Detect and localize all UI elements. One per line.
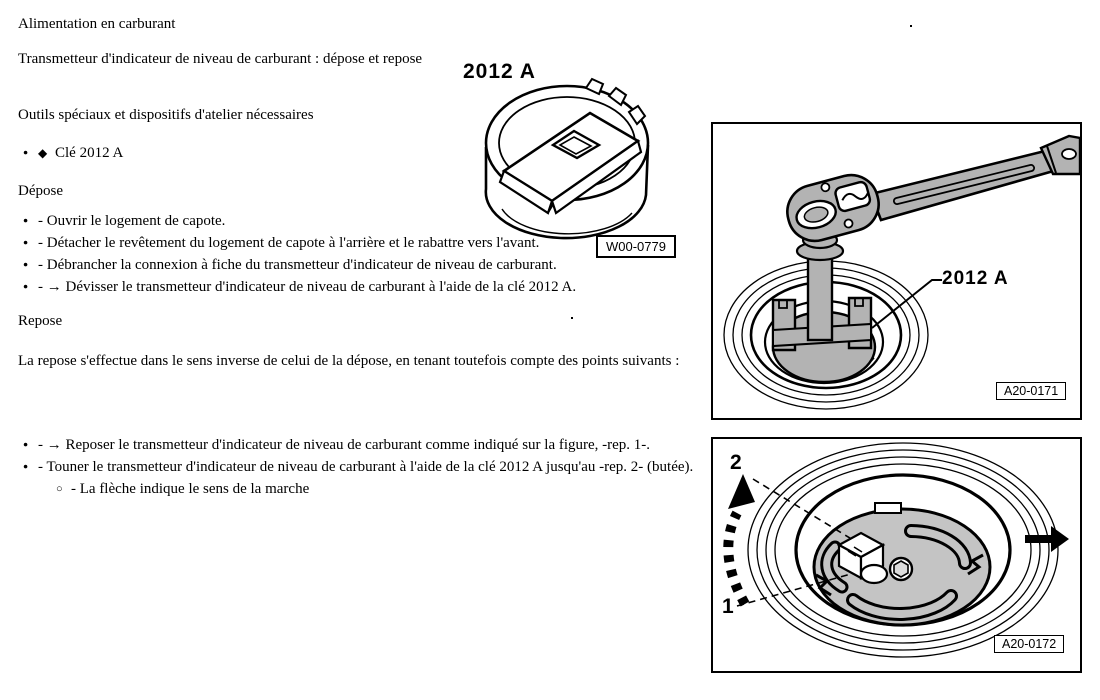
- bullet-icon: ●: [23, 281, 29, 291]
- diamond-icon: ◆: [38, 146, 48, 160]
- bullet-icon: ●: [23, 461, 29, 471]
- bullet-icon: ●: [23, 147, 29, 157]
- list-subitem: [18, 481, 309, 498]
- list-item: [18, 213, 225, 230]
- list-item-label: - Débrancher la connexion à fiche du transmetteur d'indicateur de niveau de carburant.: [38, 257, 557, 273]
- tool-label: 2012 A: [463, 60, 536, 83]
- stray-dot: [571, 317, 573, 319]
- figure-a20-0172: [711, 437, 1082, 673]
- figure-code-box: A20-0171: [996, 382, 1066, 400]
- list-item-label: - → Dévisser le transmetteur d'indicateur de niveau de carburant à l'aide de la clé 2012 A.: [38, 279, 577, 295]
- list-item-label: - → Reposer le transmetteur d'indicateur de niveau de carburant comme indiqué sur la figure, -rep. 1-.: [38, 437, 651, 453]
- bullet-icon: ●: [23, 439, 29, 449]
- stray-dot: [910, 25, 912, 27]
- list-item: [18, 279, 576, 296]
- repose-heading: Repose: [18, 313, 63, 329]
- ratchet-drawing: [713, 124, 1080, 418]
- figure-ref-1: 1: [722, 595, 734, 618]
- tools-heading: Outils spéciaux et dispositifs d'atelier nécessaires: [18, 107, 314, 123]
- bullet-icon: ●: [23, 259, 29, 269]
- list-item-label: Clé 2012 A: [55, 145, 124, 161]
- list-item: [18, 459, 693, 476]
- depose-heading: Dépose: [18, 183, 63, 199]
- bullet-icon: ●: [23, 215, 29, 225]
- section-subtitle: Transmetteur d'indicateur de niveau de carburant : dépose et repose: [18, 51, 423, 67]
- list-item: [18, 437, 650, 454]
- list-item-tool: [18, 145, 123, 162]
- figure-part-label: 2012 A: [942, 268, 1009, 289]
- list-item-label: - Ouvrir le logement de capote.: [38, 213, 226, 229]
- figure-ref-2: 2: [730, 451, 742, 474]
- list-item-label: - La flèche indique le sens de la marche: [71, 481, 310, 497]
- repose-intro: La repose s'effectue dans le sens inverse de celui de la dépose, en tenant toutefois compte des points suivants :: [18, 353, 680, 369]
- bullet-icon: ●: [23, 237, 29, 247]
- figure-tool-2012a: [440, 55, 690, 270]
- figure-a20-0171: [711, 122, 1082, 420]
- list-item-label: - Détacher le revêtement du logement de capote à l'arrière et le rabattre vers l'avant.: [38, 235, 540, 251]
- list-item-label: - Touner le transmetteur d'indicateur de niveau de carburant à l'aide de la clé 2012 A jusqu'au -rep. 2- (butée).: [38, 459, 694, 475]
- page-title: Alimentation en carburant: [18, 16, 176, 32]
- figure-code-box: W00-0779: [596, 235, 676, 258]
- circle-bullet-icon: ○: [56, 483, 63, 495]
- figure-code-box: A20-0172: [994, 635, 1064, 653]
